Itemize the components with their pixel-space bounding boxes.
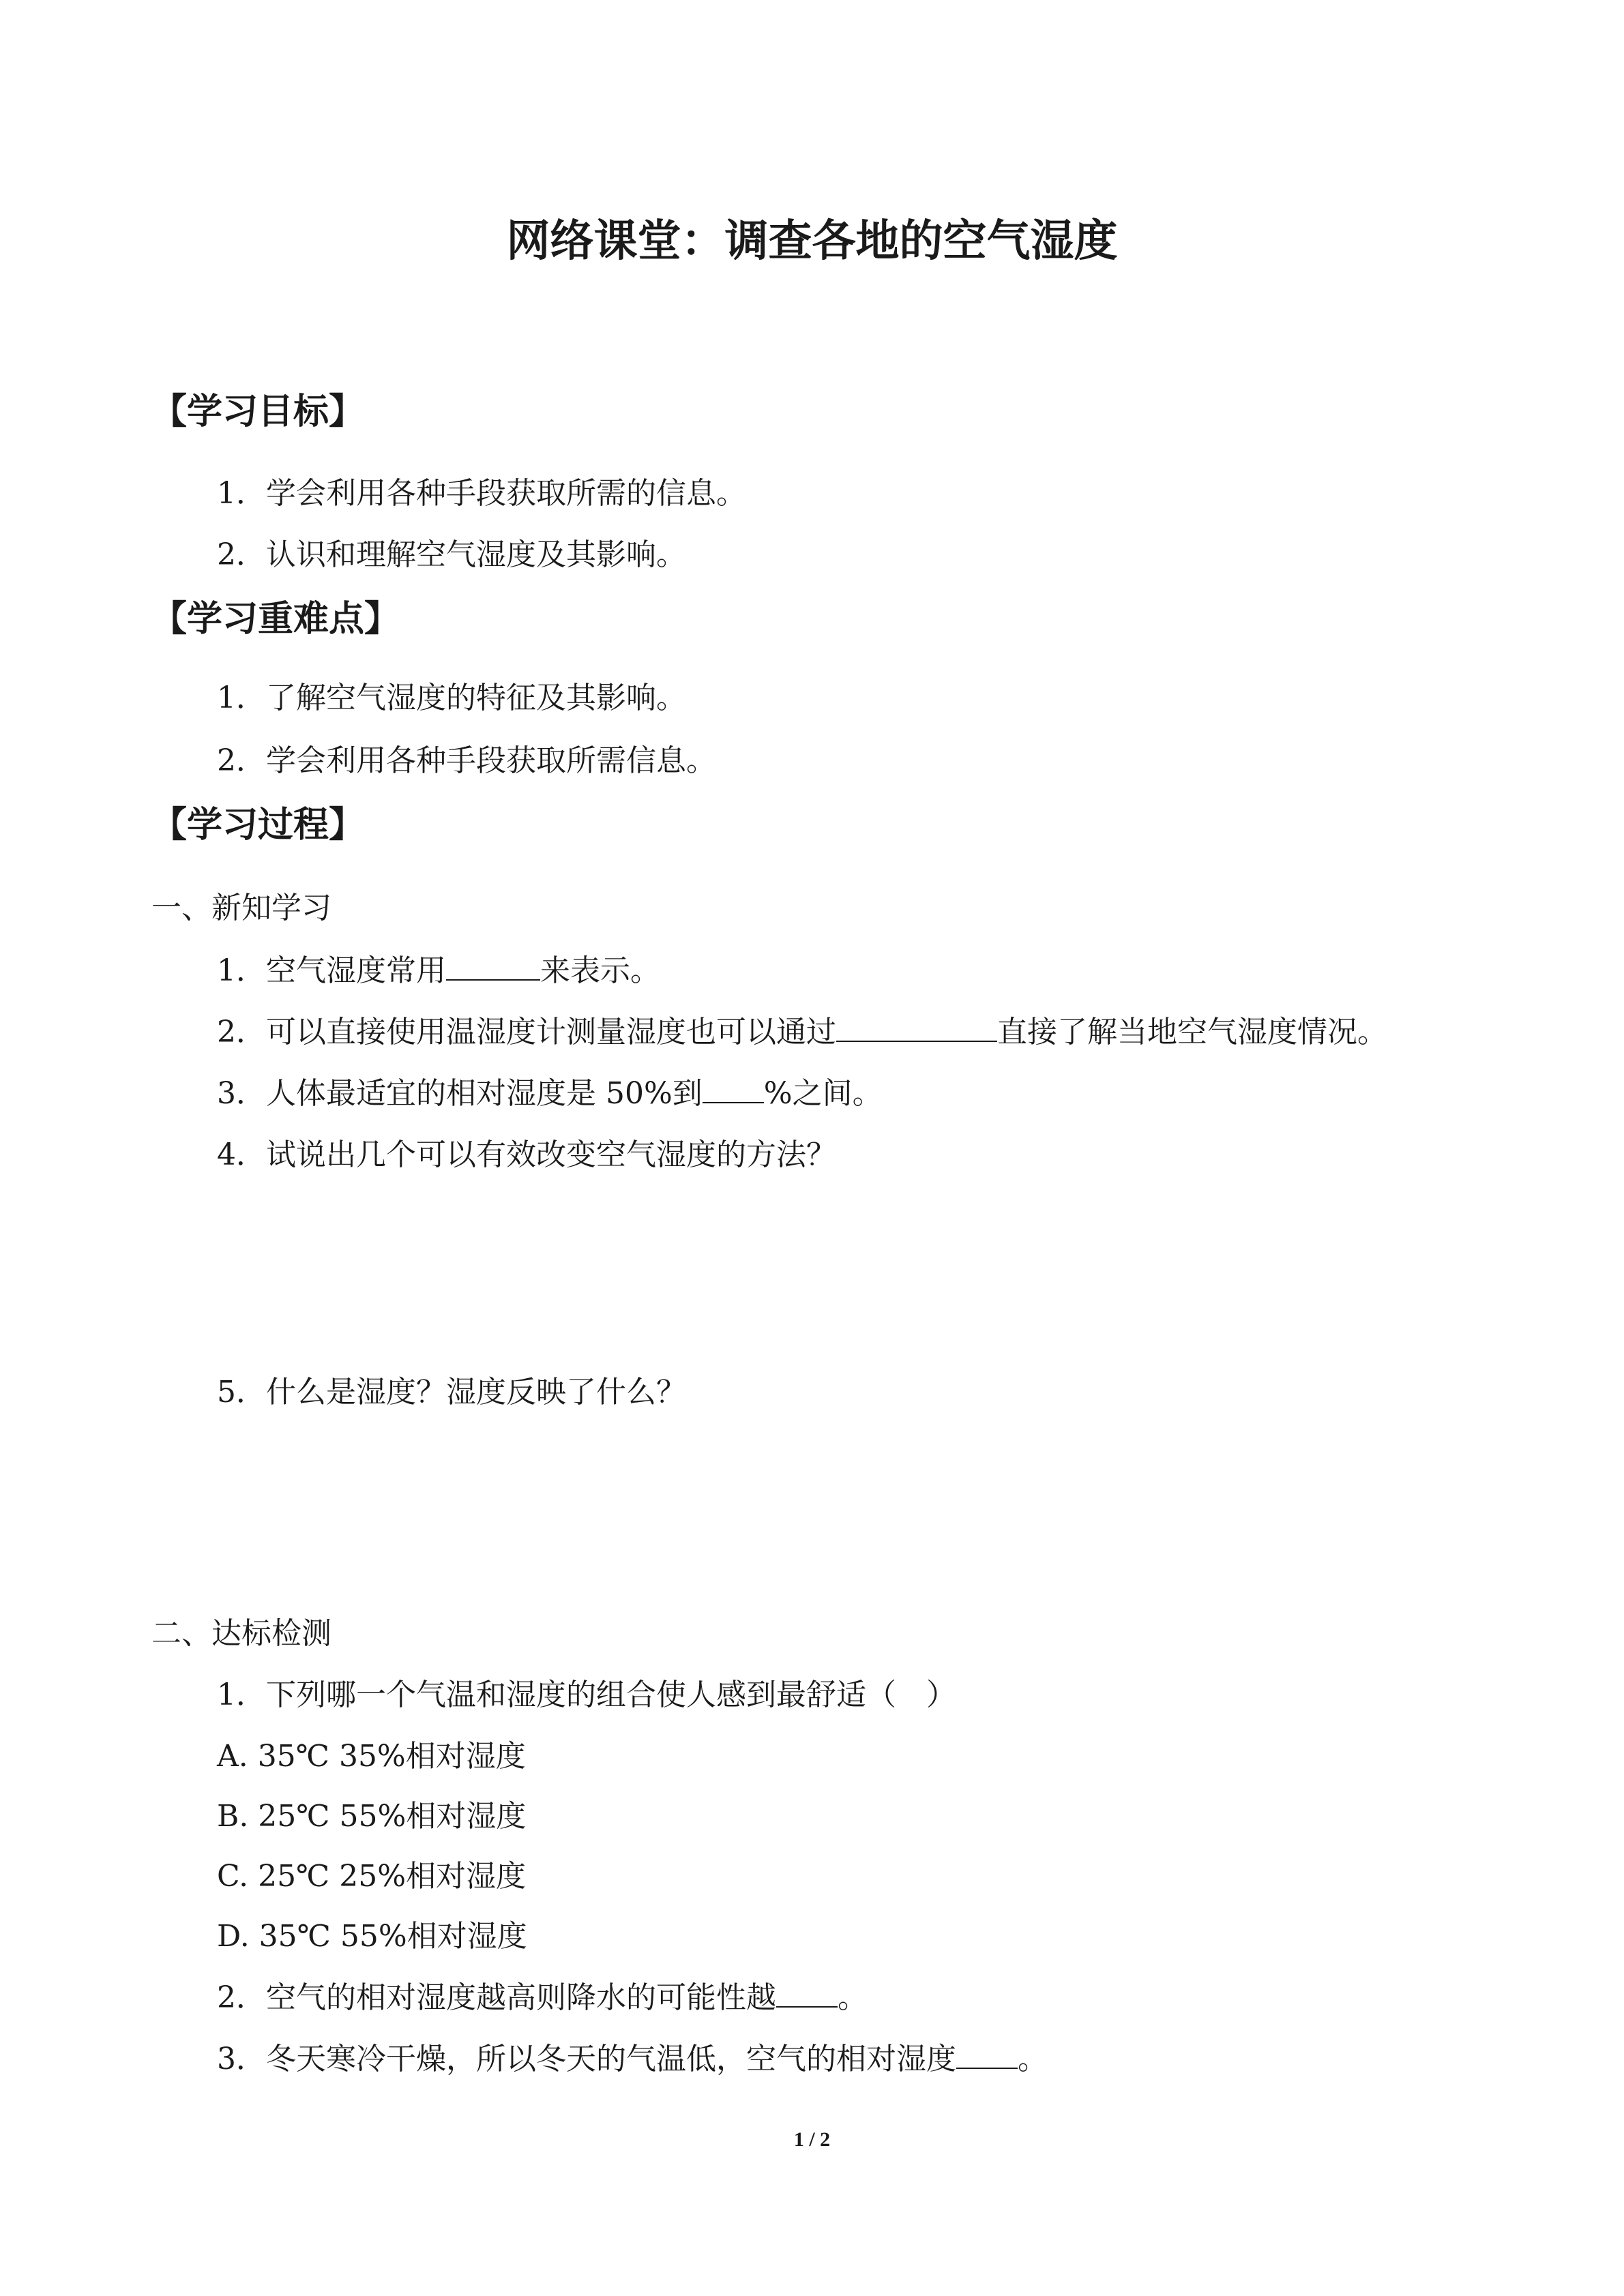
- question-fill-check-3: [217, 2040, 1048, 2078]
- goal-item: 2．认识和理解空气湿度及其影响。: [217, 537, 686, 572]
- question-text: %之间。: [763, 1076, 883, 1111]
- question-text: 。: [1018, 2042, 1048, 2076]
- answer-blank[interactable]: [956, 2040, 1018, 2069]
- page-number: 1 / 2: [793, 2128, 831, 2151]
- question-text: 直接了解当地空气湿度情况。: [997, 1015, 1387, 1049]
- question-text: 。: [838, 1980, 868, 2015]
- option-a: A. 35℃ 35%相对湿度: [217, 1739, 526, 1774]
- option-d: D. 35℃ 55%相对湿度: [217, 1919, 527, 1954]
- key-point-item: 1．了解空气湿度的特征及其影响。: [217, 681, 686, 715]
- section-header-key-points: 【学习重难点】: [151, 599, 400, 640]
- question-choice-1: 1．下列哪一个气温和湿度的组合使人感到最舒适（ ）: [217, 1678, 956, 1712]
- part-label-new-knowledge: 一、新知学习: [151, 891, 331, 925]
- question-text: 1．空气湿度常用: [217, 953, 446, 988]
- question-text: 2．可以直接使用温湿度计测量湿度也可以通过: [217, 1015, 836, 1049]
- question-fill-2: [217, 1013, 1387, 1052]
- goal-item: 1．学会利用各种手段获取所需的信息。: [217, 476, 746, 511]
- option-b: B. 25℃ 55%相对湿度: [217, 1799, 527, 1834]
- section-header-goals: 【学习目标】: [151, 391, 365, 432]
- question-fill-3: [217, 1075, 883, 1113]
- answer-blank[interactable]: [703, 1075, 764, 1103]
- page-title: 网络课堂：调查各地的空气湿度: [506, 216, 1118, 267]
- key-point-item: 2．学会利用各种手段获取所需信息。: [217, 743, 716, 778]
- question-fill-check-2: [217, 1979, 868, 2017]
- answer-blank[interactable]: [836, 1013, 997, 1042]
- answer-blank[interactable]: [776, 1979, 838, 2008]
- answer-blank[interactable]: [446, 952, 540, 981]
- question-text: 3．人体最适宜的相对湿度是 50%到: [217, 1076, 703, 1111]
- question-text: 2．空气的相对湿度越高则降水的可能性越: [217, 1980, 776, 2015]
- section-header-process: 【学习过程】: [151, 805, 365, 846]
- question-text: 3．冬天寒冷干燥，所以冬天的气温低，空气的相对湿度: [217, 2042, 956, 2076]
- question-open-4: 4．试说出几个可以有效改变空气湿度的方法？: [217, 1137, 836, 1172]
- part-label-assessment: 二、达标检测: [151, 1616, 331, 1651]
- question-fill-1: [217, 952, 660, 990]
- option-c: C. 25℃ 25%相对湿度: [217, 1859, 527, 1894]
- question-text: 来表示。: [540, 953, 660, 988]
- question-open-5: 5．什么是湿度？湿度反映了什么？: [217, 1375, 686, 1410]
